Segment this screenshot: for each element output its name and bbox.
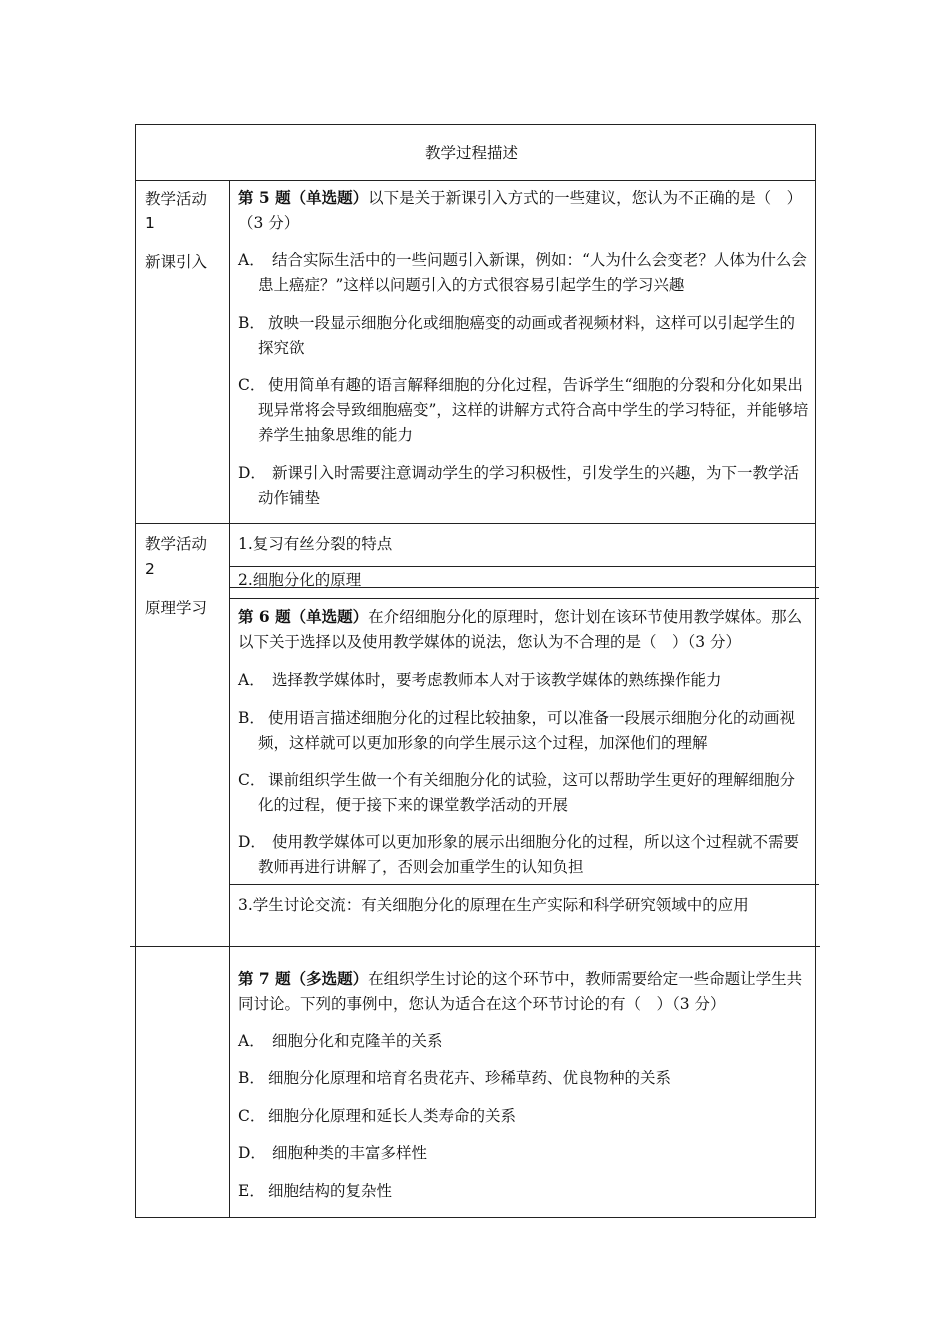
- q7-option-d: [238, 1141, 810, 1166]
- q7-option-e-key: E．: [238, 1182, 265, 1200]
- q7-stem: [238, 967, 810, 1016]
- activity2-phase: 原理学习: [145, 599, 208, 617]
- q6-option-b-key: B．: [238, 709, 265, 727]
- q7-option-c-key: C．: [238, 1107, 266, 1125]
- activity1-name: 教学活动: [145, 190, 208, 208]
- q6-option-c-key: C．: [238, 771, 266, 789]
- q7-option-c-text: 细胞分化原理和延长人类寿命的关系: [268, 1107, 517, 1125]
- q6-option-d-key: D．: [238, 833, 266, 851]
- q5-option-d-text: 新课引入时需要注意调动学生的学习积极性，引发学生的兴趣，为下一教学活动作铺垫: [258, 464, 800, 507]
- q5-option-c-key: C．: [238, 376, 266, 394]
- item2-bottom-border-a: [229, 587, 819, 588]
- q6-option-a-text: 选择教学媒体时，要考虑教师本人对于该教学媒体的熟练操作能力: [272, 671, 722, 689]
- q5-option-d: [238, 461, 810, 511]
- table-bottom-border: [135, 1217, 816, 1218]
- q6-stem: [238, 605, 810, 654]
- q5-option-c: [238, 373, 810, 448]
- q7-option-e-text: 细胞结构的复杂性: [268, 1182, 393, 1200]
- q7-option-a: [238, 1029, 810, 1054]
- header-row-border: [135, 180, 816, 181]
- q5-label: 第 5 题（单选题）: [238, 188, 369, 207]
- activity2-name: 教学活动: [145, 535, 208, 553]
- q7-option-b-text: 细胞分化原理和培育名贵花卉、珍稀草药、优良物种的关系: [268, 1069, 672, 1087]
- q5-option-a-text: 结合实际生活中的一些问题引入新课，例如：“人为什么会变老？人体为什么会患上癌症？”这样以问题引入的方式很容易引起学生的学习兴趣: [258, 251, 807, 294]
- q7-option-a-key: A．: [238, 1032, 265, 1050]
- q7-option-c: [238, 1104, 810, 1129]
- activity2-item3: 3.学生讨论交流：有关细胞分化的原理在生产实际和科学研究领域中的应用: [238, 896, 749, 914]
- q6-option-b: [238, 706, 810, 756]
- q6-option-d: [238, 830, 810, 880]
- q5-option-b: [238, 311, 810, 361]
- table-right-border: [815, 124, 816, 1217]
- q6-stem-text: 在介绍细胞分化的原理时，您计划在该环节使用教学媒体。那么以下关于选择以及使用教学媒体的说法，您认为不合理的是（ ）（3 分）: [238, 608, 803, 651]
- column-divider: [229, 180, 230, 1217]
- q5-stem-text: 以下是关于新课引入方式的一些建议，您认为不正确的是（ ）（3 分）: [238, 189, 803, 232]
- q5-option-a: [238, 248, 810, 298]
- table-left-border: [135, 124, 136, 1217]
- q5-option-d-key: D．: [238, 464, 266, 482]
- q7-stem-text: 在组织学生讨论的这个环节中，教师需要给定一些命题让学生共同讨论。下列的事例中，您认为适合在这个环节讨论的有（ ）（3 分）: [238, 970, 803, 1013]
- q5-option-b-text: 放映一段显示细胞分化或细胞癌变的动画或者视频材料，这样可以引起学生的探究欲: [258, 314, 796, 357]
- q6-bottom-border: [229, 884, 819, 885]
- activity2-number: 2: [145, 560, 155, 578]
- table-header: 教学过程描述: [425, 144, 519, 162]
- item1-bottom-border: [229, 566, 816, 567]
- q6-option-c-text: 课前组织学生做一个有关细胞分化的试验，这可以帮助学生更好的理解细胞分化的过程，便于接下来的课堂教学活动的开展: [258, 771, 796, 814]
- q6-option-b-text: 使用语言描述细胞分化的过程比较抽象，可以准备一段展示细胞分化的动画视频，这样就可以更加形象的向学生展示这个过程，加深他们的理解: [258, 709, 796, 752]
- activity1-bottom-border: [135, 523, 816, 524]
- q6-option-d-text: 使用教学媒体可以更加形象的展示出细胞分化的过程，所以这个过程就不需要教师再进行讲解了，否则会加重学生的认知负担: [258, 833, 800, 876]
- activity1-number: 1: [145, 214, 155, 232]
- item2-bottom-border-b: [229, 598, 819, 599]
- activity2-item1: 1.复习有丝分裂的特点: [238, 535, 393, 553]
- q7-option-e: [238, 1179, 810, 1204]
- q6-option-a: [238, 668, 810, 693]
- q7-option-d-key: D．: [238, 1144, 266, 1162]
- q5-stem: [238, 186, 810, 235]
- activity1-phase: 新课引入: [145, 253, 208, 271]
- q6-label: 第 6 题（单选题）: [238, 607, 369, 626]
- activity2-bottom-border: [130, 946, 820, 947]
- q6-option-a-key: A．: [238, 671, 265, 689]
- q7-option-d-text: 细胞种类的丰富多样性: [272, 1144, 428, 1162]
- q5-option-b-key: B．: [238, 314, 265, 332]
- activity2-item2: 2.细胞分化的原理: [238, 571, 362, 587]
- q5-option-a-key: A．: [238, 251, 265, 269]
- q7-option-b-key: B．: [238, 1069, 265, 1087]
- q5-option-c-text: 使用简单有趣的语言解释细胞的分化过程，告诉学生“细胞的分裂和分化如果出现异常将会导致细胞癌变”，这样的讲解方式符合高中学生的学习特征，并能够培养学生抽象思维的能力: [258, 376, 809, 444]
- q7-option-b: [238, 1066, 810, 1091]
- table-top-border: [135, 124, 816, 125]
- q7-option-a-text: 细胞分化和克隆羊的关系: [272, 1032, 443, 1050]
- q6-option-c: [238, 768, 810, 818]
- q7-label: 第 7 题（多选题）: [238, 969, 369, 988]
